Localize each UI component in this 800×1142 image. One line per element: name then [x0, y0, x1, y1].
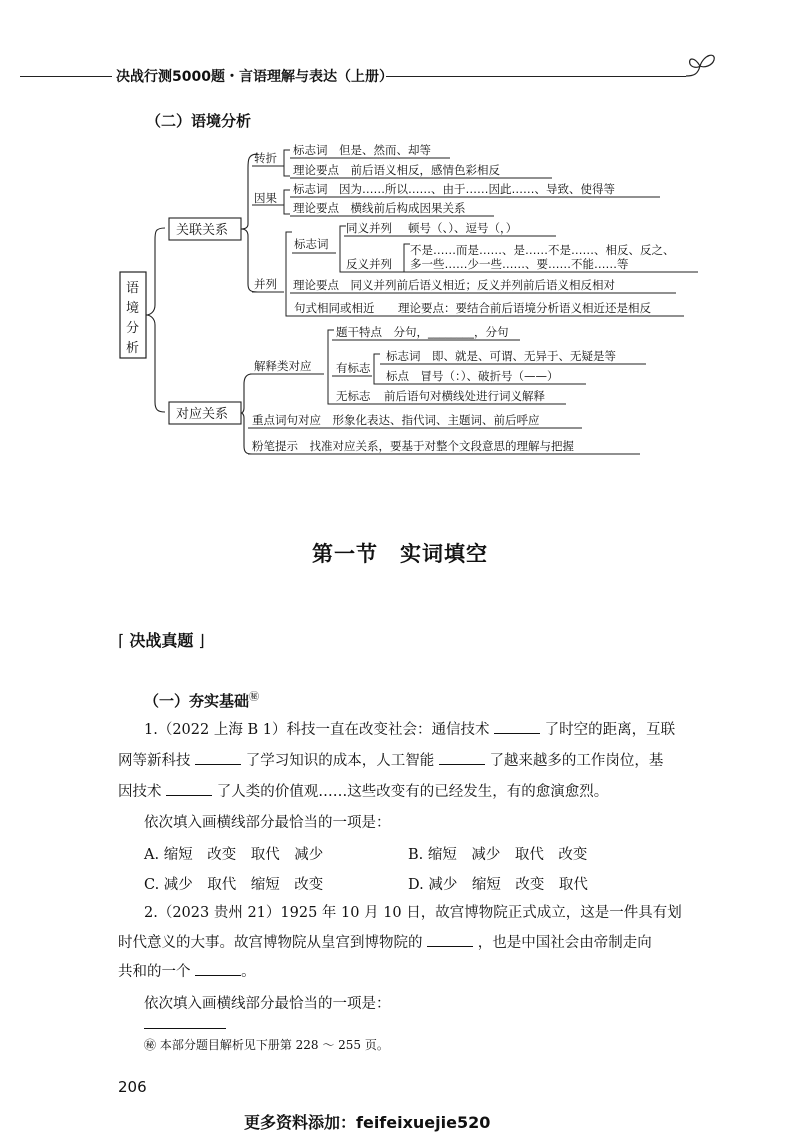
turn-marker-row: 标志词 但是、然而、却等 — [293, 143, 431, 157]
subsection-title — [144, 688, 259, 711]
same-parallel-text: 顿号（、）、逗号（，） — [408, 221, 518, 235]
section-subtitle: （二）语境分析 — [146, 112, 252, 130]
q1-line2-c: 了越来越多的工作岗位，基 — [489, 753, 664, 769]
opp-parallel-label: 反义并列 — [346, 257, 392, 271]
q1-line3 — [118, 777, 718, 807]
q2-line3 — [118, 957, 718, 987]
tip-row: 粉笔提示 找准对应关系，要基于对整个文段意思的理解与把握 — [252, 439, 574, 453]
q2-line2 — [118, 928, 718, 958]
q1-option-a[interactable]: A. 缩短 改变 取代 减少 — [144, 847, 324, 863]
context-analysis-mindmap — [0, 0, 800, 470]
keyword-row: 重点词句对应 形象化表达、指代词、主题词、前后呼应 — [252, 413, 540, 427]
q2-line2-b: ，也是中国社会由帝制走向 — [477, 935, 652, 951]
no-marker-text: 前后语句对横线处进行词义解释 — [384, 389, 545, 403]
right-bracket-icon: ⌋ — [193, 631, 205, 650]
footnote-rule — [144, 1028, 226, 1029]
q1-line2-b: 了学习知识的成本，人工智能 — [245, 753, 435, 769]
branch-association-label: 关联关系 — [176, 223, 229, 238]
opp-parallel-line1: 不是……而是……、是……不是……、相反、反之、 — [410, 243, 675, 257]
cause-theory-row: 理论要点 横线前后构成因果关系 — [293, 201, 466, 215]
footnote: ㊙ 本部分题目解析见下册第 228 ～ 255 页。 — [144, 1038, 389, 1052]
q1-prompt: 依次填入画横线部分最恰当的一项是： — [144, 815, 391, 831]
has-marker-label: 有标志 — [336, 361, 371, 375]
watermark-text: 更多资料添加：feifeixuejie520 — [244, 1113, 491, 1132]
bracket-title-text: 决战真题 — [129, 631, 194, 650]
q1-blank-1 — [494, 719, 540, 734]
turn-label: 转折 — [254, 151, 277, 165]
q1-blank-4 — [166, 781, 212, 796]
q2-line2-a: 时代意义的大事。故宫博物院从皇宫到博物院的 — [118, 935, 423, 951]
root-char-1: 语 — [126, 281, 140, 296]
bracket-title — [118, 628, 205, 651]
page-number: 206 — [118, 1078, 147, 1096]
q1-option-d[interactable]: D. 减少 缩短 改变 取代 — [408, 877, 588, 893]
q1-blank-3 — [439, 750, 485, 765]
same-parallel-label: 同义并列 — [346, 221, 392, 235]
explain-label: 解释类对应 — [254, 359, 312, 373]
q2-blank-2 — [195, 961, 241, 976]
q2-line3-b: 。 — [241, 964, 256, 980]
parallel-marker-label: 标志词 — [294, 237, 329, 251]
q1-stem — [144, 715, 724, 745]
cause-label: 因果 — [254, 191, 277, 205]
branch-correspondence-label: 对应关系 — [176, 407, 229, 422]
syntax-text: 理论要点：要结合前后语境分析语义相近还是相反 — [398, 301, 651, 315]
q1-option-b[interactable]: B. 缩短 减少 取代 改变 — [408, 847, 588, 863]
parallel-label: 并列 — [254, 277, 277, 291]
opp-parallel-line2: 多一些……少一些……、要……不能……等 — [410, 257, 629, 271]
cause-marker-row: 标志词 因为……所以……、由于……因此……、导致、使得等 — [293, 182, 615, 196]
q1-line1-a: 1.（2022 上海 B 1）科技一直在改变社会：通信技术 — [144, 722, 490, 738]
root-char-2: 境 — [126, 301, 140, 316]
q2-line1: 2.（2023 贵州 21）1925 年 10 月 10 日，故宫博物院正式成立，这是一件具有划 — [144, 905, 682, 921]
stem-features-row: 题干特点 分句，________，分句 — [336, 325, 509, 339]
subsection-label: （一）夯实基础 — [144, 692, 250, 710]
book-title: 决战行测5000题・言语理解与表达（上册） — [112, 66, 397, 86]
syntax-label: 句式相同或相近 — [294, 301, 375, 315]
q2-blank-1 — [427, 932, 473, 947]
left-bracket-icon: ⌈ — [118, 631, 130, 650]
root-char-4: 析 — [126, 341, 140, 356]
secret-mark-icon: ㊙ — [249, 692, 260, 703]
q1-blank-2 — [195, 750, 241, 765]
q1-line3-a: 因技术 — [118, 784, 162, 800]
q1-line3-b: 了人类的价值观……这些改变有的已经发生，有的愈演愈烈。 — [216, 784, 609, 800]
q2-prompt: 依次填入画横线部分最恰当的一项是： — [144, 996, 391, 1012]
q1-line1-b: 了时空的距离，互联 — [544, 722, 676, 738]
root-char-3: 分 — [126, 321, 140, 336]
q1-line2-a: 网等新科技 — [118, 753, 191, 769]
punctuation-row: 标点 冒号（：）、破折号（——） — [386, 369, 559, 383]
no-marker-label: 无标志 — [336, 389, 371, 403]
q1-option-c[interactable]: C. 减少 取代 缩短 改变 — [144, 877, 324, 893]
parallel-theory-row: 理论要点 同义并列前后语义相近；反义并列前后语义相反相对 — [293, 278, 615, 292]
q1-line2 — [118, 746, 718, 776]
marker-words-row: 标志词 即、就是、可谓、无异于、无疑是等 — [386, 349, 616, 363]
q2-line3-a: 共和的一个 — [118, 964, 191, 980]
turn-theory-row: 理论要点 前后语义相反，感情色彩相反 — [293, 163, 500, 177]
section-heading: 第一节 实词填空 — [312, 542, 488, 566]
